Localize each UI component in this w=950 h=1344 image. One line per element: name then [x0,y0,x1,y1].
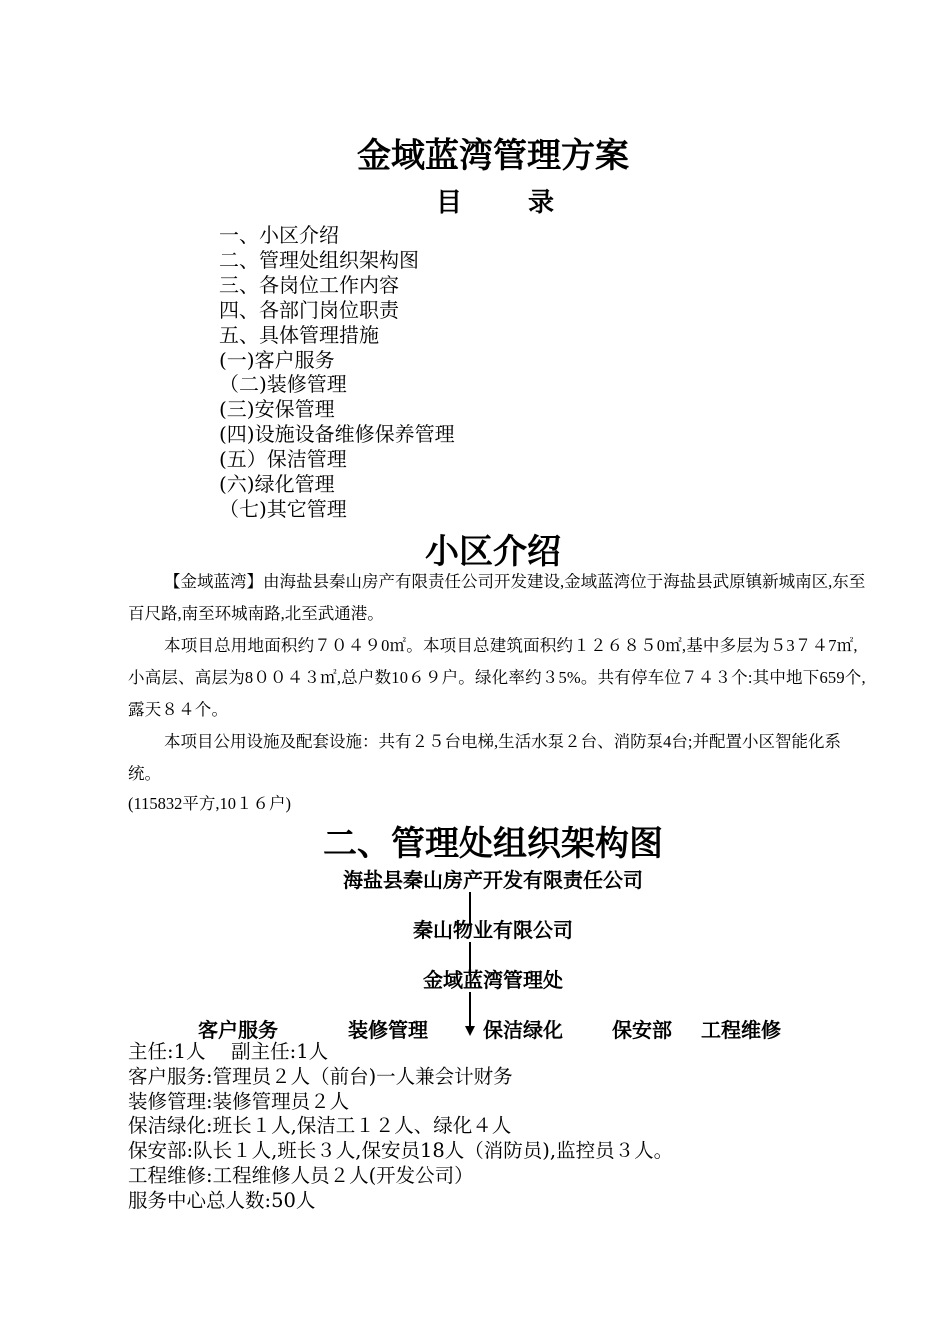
toc-item[interactable]: (三)安保管理 [219,397,335,422]
toc-item[interactable]: (六)绿化管理 [219,472,335,497]
staffing-line: 主任:1人 副主任:1人 [128,1040,329,1063]
staffing-line: 客户服务:管理员２人（前台)一人兼会计财务 [128,1064,513,1088]
toc-item[interactable]: (四)设施设备维修保养管理 [219,422,455,447]
staffing-list [128,1040,673,1214]
toc-item[interactable]: 二、管理处组织架构图 [219,247,419,272]
toc-heading: 目 录 [435,188,574,218]
toc-item[interactable]: （二)装修管理 [219,372,347,397]
toc-item[interactable]: (五）保洁管理 [219,447,347,472]
staffing-line: 保洁绿化:班长１人,保洁工１２人、绿化４人 [128,1114,512,1138]
staffing-line: 装修管理:装修管理员２人 [128,1089,350,1113]
arrow-down-icon [465,1026,475,1036]
toc-item[interactable]: (一)客户服务 [219,347,335,372]
staffing-line: 服务中心总人数:50人 [128,1188,316,1212]
org-department: 装修管理 [348,1018,428,1042]
org-level-1: 海盐县秦山房产开发有限责任公司 [343,868,643,892]
staffing-line: 保安部:队长１人,班长３人,保安员18人（消防员),监控员３人。 [128,1139,674,1163]
toc-item[interactable]: 三、各岗位工作内容 [219,272,399,297]
intro-paragraph-2: 本项目总用地面积约７０４９0㎡。本项目总建筑面积约１２６８５0㎡,基中多层为５3７４7㎡,小高层、高层为8００４３㎡,总户数10６９户。绿化率约３5%。共有停车位７４３个:其中地下659个,露天８４个。 [128,636,866,719]
org-connector-line [469,992,471,1026]
org-department: 保安部 [612,1018,672,1042]
intro-heading: 小区介绍 [425,532,561,572]
intro-paragraph-4: (115832平方,10１６户) [128,794,292,813]
toc-list [219,223,455,522]
toc-item[interactable]: 五、具体管理措施 [219,322,379,347]
staffing-line: 工程维修:工程维修人员２人(开发公司） [128,1163,474,1187]
toc-item[interactable]: 四、各部门岗位职责 [219,297,399,322]
toc-item[interactable]: 一、小区介绍 [219,223,339,247]
toc-item[interactable]: （七)其它管理 [219,496,347,521]
org-level-2: 秦山物业有限公司 [413,918,573,942]
org-department: 工程维修 [701,1018,781,1042]
org-heading: 二、管理处组织架构图 [323,824,663,864]
org-level-3: 金域蓝湾管理处 [423,968,563,992]
intro-paragraph-3: 本项目公用设施及配套设施：共有２５台电梯,生活水泵２台、消防泵4台;并配置小区智能化系统。 [128,732,841,783]
intro-paragraph-1: 【金域蓝湾】由海盐县秦山房产有限责任公司开发建设,金域蓝湾位于海盐县武原镇新城南区,东至百尺路,南至环城南路,北至武通港。 [128,572,866,623]
document-title: 金域蓝湾管理方案 [357,136,629,176]
org-department: 客户服务 [198,1018,278,1042]
org-department: 保洁绿化 [483,1018,563,1042]
